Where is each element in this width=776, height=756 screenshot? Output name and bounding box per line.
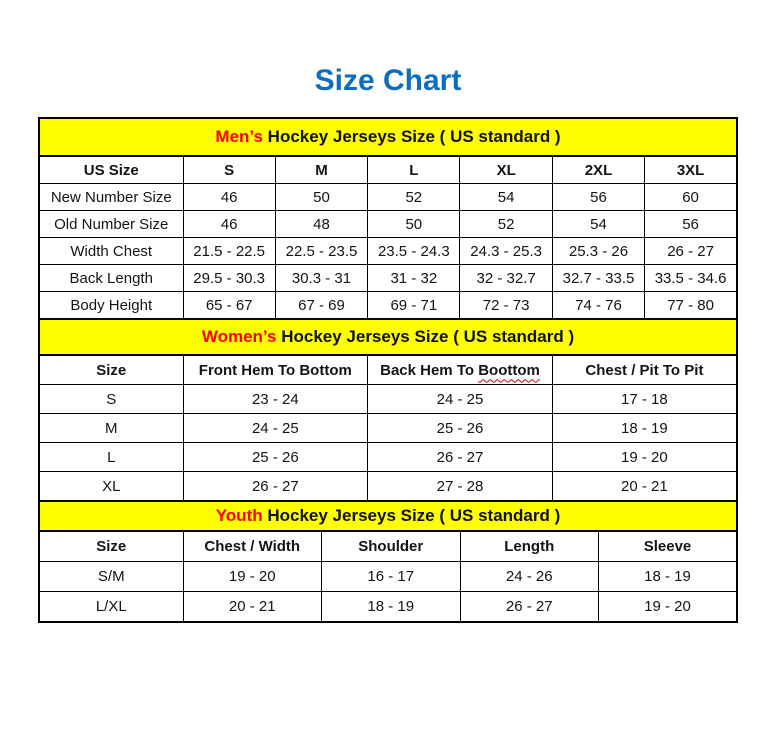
size-value-cell: 67 - 69: [275, 292, 367, 320]
size-value-cell: 60: [645, 184, 737, 211]
youth-section-header-row: [39, 501, 737, 531]
column-header: [368, 355, 553, 385]
size-value-cell: 20 - 21: [183, 592, 322, 623]
size-value-cell: 32.7 - 33.5: [552, 265, 644, 292]
column-header: Shoulder: [322, 531, 461, 562]
size-value-cell: 33.5 - 34.6: [645, 265, 737, 292]
table-row: [39, 292, 737, 320]
row-label: L/XL: [39, 592, 183, 623]
size-value-cell: 21.5 - 22.5: [183, 238, 275, 265]
column-header: XL: [460, 156, 552, 184]
table-row: [39, 592, 737, 623]
column-header: Chest / Pit To Pit: [552, 355, 737, 385]
size-value-cell: 26 - 27: [645, 238, 737, 265]
size-value-cell: 20 - 21: [552, 472, 737, 502]
column-header: Size: [39, 355, 183, 385]
size-value-cell: 16 - 17: [322, 562, 461, 592]
size-value-cell: 46: [183, 184, 275, 211]
womens-section-title-rest: Hockey Jerseys Size ( US standard ): [276, 327, 575, 346]
size-value-cell: 77 - 80: [645, 292, 737, 320]
size-value-cell: 27 - 28: [368, 472, 553, 502]
size-value-cell: 29.5 - 30.3: [183, 265, 275, 292]
row-label: Old Number Size: [39, 211, 183, 238]
table-row: [39, 184, 737, 211]
size-value-cell: 24 - 25: [183, 414, 368, 443]
column-header: Front Hem To Bottom: [183, 355, 368, 385]
size-value-cell: 50: [368, 211, 460, 238]
column-header: Size: [39, 531, 183, 562]
table-row: [39, 472, 737, 502]
column-header: L: [368, 156, 460, 184]
size-value-cell: 17 - 18: [552, 385, 737, 414]
row-label: M: [39, 414, 183, 443]
table-row: [39, 562, 737, 592]
size-value-cell: 48: [275, 211, 367, 238]
size-value-cell: 65 - 67: [183, 292, 275, 320]
size-value-cell: 56: [645, 211, 737, 238]
row-label: New Number Size: [39, 184, 183, 211]
mens-header-row: [39, 156, 737, 184]
size-value-cell: 32 - 32.7: [460, 265, 552, 292]
size-value-cell: 23 - 24: [183, 385, 368, 414]
womens-header-row: [39, 355, 737, 385]
column-header: US Size: [39, 156, 183, 184]
table-row: [39, 385, 737, 414]
size-value-cell: 25.3 - 26: [552, 238, 644, 265]
size-value-cell: 72 - 73: [460, 292, 552, 320]
size-value-cell: 23.5 - 24.3: [368, 238, 460, 265]
womens-section-title: [39, 319, 737, 355]
size-value-cell: 54: [552, 211, 644, 238]
table-row: [39, 414, 737, 443]
row-label: S: [39, 385, 183, 414]
size-value-cell: 52: [460, 211, 552, 238]
womens-size-table: [38, 318, 738, 502]
size-value-cell: 69 - 71: [368, 292, 460, 320]
column-header: Chest / Width: [183, 531, 322, 562]
size-value-cell: 24 - 26: [460, 562, 599, 592]
size-chart: [38, 117, 738, 623]
row-label: Back Length: [39, 265, 183, 292]
column-header: 3XL: [645, 156, 737, 184]
youth-section-title-highlight: Youth: [215, 506, 263, 525]
row-label: Width Chest: [39, 238, 183, 265]
size-value-cell: 56: [552, 184, 644, 211]
size-value-cell: 24 - 25: [368, 385, 553, 414]
mens-section-title-highlight: Men’s: [215, 127, 263, 146]
table-row: [39, 211, 737, 238]
column-header: Sleeve: [599, 531, 738, 562]
row-label: L: [39, 443, 183, 472]
size-value-cell: 26 - 27: [368, 443, 553, 472]
size-value-cell: 74 - 76: [552, 292, 644, 320]
page-title: Size Chart: [314, 64, 462, 97]
size-value-cell: 19 - 20: [599, 592, 738, 623]
size-value-cell: 52: [368, 184, 460, 211]
youth-size-table: [38, 500, 738, 623]
misspelled-word: Boottom: [478, 361, 540, 379]
row-label: Body Height: [39, 292, 183, 320]
size-value-cell: 18 - 19: [322, 592, 461, 623]
youth-section-title: [39, 501, 737, 531]
column-header: S: [183, 156, 275, 184]
mens-section-title-rest: Hockey Jerseys Size ( US standard ): [262, 127, 561, 146]
size-value-cell: 25 - 26: [368, 414, 553, 443]
size-value-cell: 54: [460, 184, 552, 211]
size-value-cell: 46: [183, 211, 275, 238]
row-label: XL: [39, 472, 183, 502]
table-row: [39, 443, 737, 472]
table-row: [39, 238, 737, 265]
size-value-cell: 26 - 27: [183, 472, 368, 502]
size-value-cell: 31 - 32: [368, 265, 460, 292]
row-label: S/M: [39, 562, 183, 592]
size-value-cell: 26 - 27: [460, 592, 599, 623]
size-value-cell: 19 - 20: [552, 443, 737, 472]
size-value-cell: 18 - 19: [552, 414, 737, 443]
youth-section-title-rest: Hockey Jerseys Size ( US standard ): [262, 506, 561, 525]
mens-size-table: [38, 117, 738, 320]
womens-section-header-row: [39, 319, 737, 355]
size-value-cell: 25 - 26: [183, 443, 368, 472]
column-header: 2XL: [552, 156, 644, 184]
table-row: [39, 265, 737, 292]
size-value-cell: 22.5 - 23.5: [275, 238, 367, 265]
mens-section-title: [39, 118, 737, 156]
mens-section-header-row: [39, 118, 737, 156]
womens-section-title-highlight: Women’s: [201, 327, 277, 346]
size-value-cell: 24.3 - 25.3: [460, 238, 552, 265]
size-value-cell: 50: [275, 184, 367, 211]
youth-header-row: [39, 531, 737, 562]
size-value-cell: 30.3 - 31: [275, 265, 367, 292]
size-value-cell: 19 - 20: [183, 562, 322, 592]
column-header: Length: [460, 531, 599, 562]
column-header-text: Back Hem To: [380, 361, 479, 379]
column-header: M: [275, 156, 367, 184]
size-value-cell: 18 - 19: [599, 562, 738, 592]
